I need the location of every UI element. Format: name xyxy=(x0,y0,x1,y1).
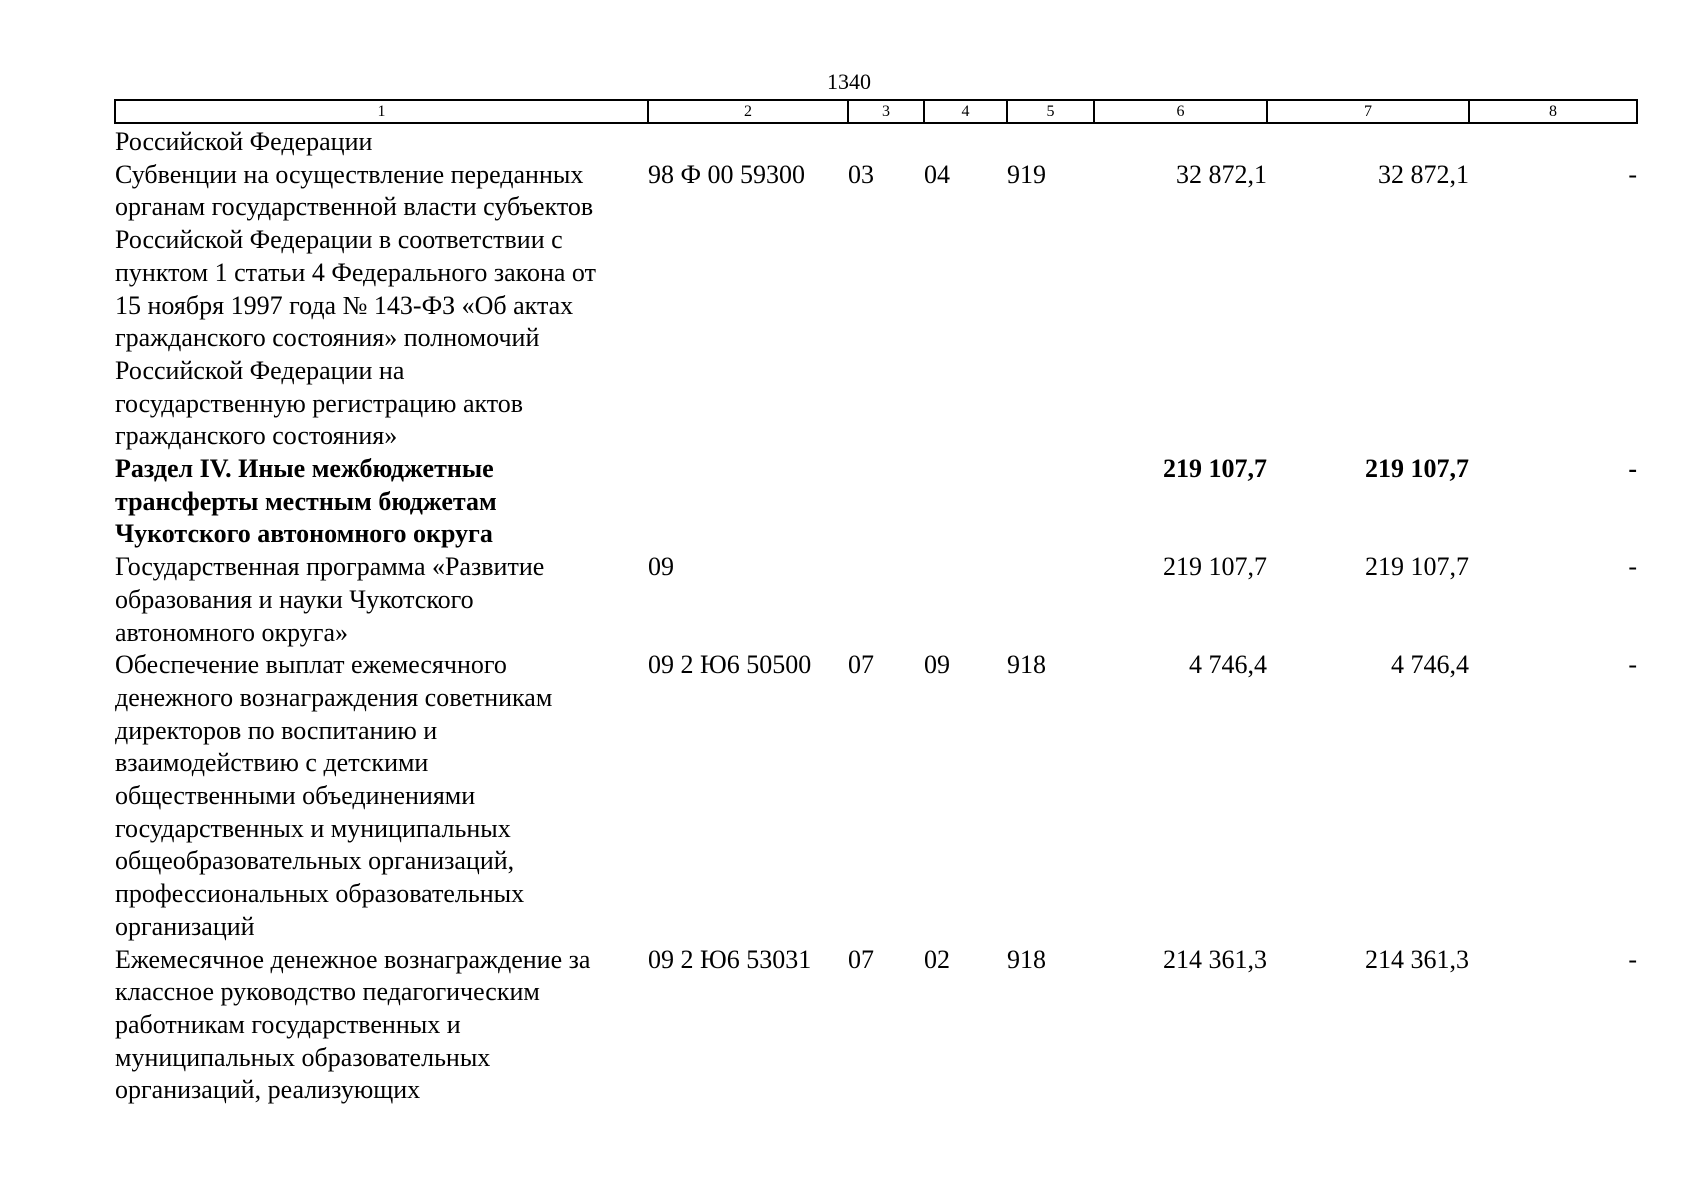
row-code: 98 Ф 00 59300 xyxy=(648,159,806,189)
table-header-row xyxy=(115,100,1637,123)
row-amount-total: 32 872,1 xyxy=(1176,159,1267,189)
budget-table xyxy=(114,99,1638,1107)
row-amount-federal: 219 107,7 xyxy=(1365,552,1469,582)
row-code xyxy=(648,453,848,551)
row-amount-other: - xyxy=(1628,650,1637,680)
row-section xyxy=(848,453,924,551)
row-code xyxy=(648,123,848,159)
column-header-7: 7 xyxy=(1267,100,1469,123)
row-subsection xyxy=(924,551,1007,649)
table-row xyxy=(115,551,1637,649)
row-name: Раздел IV. Иные межбюджетные трансферты местным бюджетам Чукотского автономного округа xyxy=(115,454,497,549)
table-row xyxy=(115,159,1637,453)
row-name: Российской Федерации xyxy=(115,127,373,156)
row-amount-total: 219 107,7 xyxy=(1163,552,1267,582)
row-section xyxy=(848,123,924,159)
row-kvr xyxy=(1007,123,1094,159)
row-kvr: 918 xyxy=(1007,944,1046,974)
row-kvr xyxy=(1007,551,1094,649)
page-number: 1340 xyxy=(827,69,871,94)
row-section xyxy=(848,551,924,649)
row-amount-total: 4 746,4 xyxy=(1189,650,1267,680)
column-header-5: 5 xyxy=(1007,100,1094,123)
row-name: Субвенции на осуществление переданных органам государственной власти субъектов Российской Федерации в соответствии с пунктом 1 статьи 4 Федерального закона от 15 ноября 1997 года № 143-ФЗ «Об актах гражданского состояния» полномочий Российской Федерации на государственную регистрацию актов гражданского состояния» xyxy=(115,159,596,451)
row-amount-federal: 219 107,7 xyxy=(1365,454,1469,484)
row-section: 07 xyxy=(848,944,874,974)
row-subsection: 09 xyxy=(924,650,950,680)
row-amount-federal: 32 872,1 xyxy=(1378,159,1469,189)
table-row-section xyxy=(115,453,1637,551)
row-code: 09 xyxy=(648,552,674,582)
row-section: 07 xyxy=(848,650,874,680)
table-row xyxy=(115,649,1637,943)
row-amount-other: - xyxy=(1628,454,1637,484)
row-amount-federal xyxy=(1267,123,1469,159)
table-row xyxy=(115,944,1637,1108)
row-name: Обеспечение выплат ежемесячного денежного вознаграждения советникам директоров по воспитанию и взаимодействию с детскими общественными объединениями государственных и муниципальных общеобразовательных организаций, профессиональных образовательных организаций xyxy=(115,650,553,941)
row-name: Ежемесячное денежное вознаграждение за классное руководство педагогическим работникам государственных и муниципальных образовательных организаций, реализующих xyxy=(115,944,591,1105)
row-subsection xyxy=(924,453,1007,551)
row-kvr: 918 xyxy=(1007,650,1046,680)
row-code: 09 2 Ю6 53031 xyxy=(648,944,812,974)
row-subsection xyxy=(924,123,1007,159)
row-subsection: 02 xyxy=(924,944,950,974)
row-amount-federal: 4 746,4 xyxy=(1391,650,1469,680)
row-name: Государственная программа «Развитие образования и науки Чукотского автономного округа» xyxy=(115,552,545,647)
row-amount-total xyxy=(1094,123,1267,159)
row-kvr: 919 xyxy=(1007,159,1046,189)
row-amount-other: - xyxy=(1628,552,1637,582)
row-subsection: 04 xyxy=(924,159,950,189)
row-amount-federal: 214 361,3 xyxy=(1365,944,1469,974)
row-amount-other: - xyxy=(1628,159,1637,189)
row-amount-other: - xyxy=(1628,944,1637,974)
column-header-4: 4 xyxy=(924,100,1007,123)
row-amount-total: 214 361,3 xyxy=(1163,944,1267,974)
column-header-3: 3 xyxy=(848,100,924,123)
row-code: 09 2 Ю6 50500 xyxy=(648,650,812,680)
table-row xyxy=(115,123,1637,159)
row-amount-other xyxy=(1469,123,1637,159)
row-section: 03 xyxy=(848,159,874,189)
column-header-2: 2 xyxy=(648,100,848,123)
column-header-8: 8 xyxy=(1469,100,1637,123)
column-header-6: 6 xyxy=(1094,100,1267,123)
row-amount-total: 219 107,7 xyxy=(1163,454,1267,484)
row-kvr xyxy=(1007,453,1094,551)
column-header-1: 1 xyxy=(115,100,648,123)
